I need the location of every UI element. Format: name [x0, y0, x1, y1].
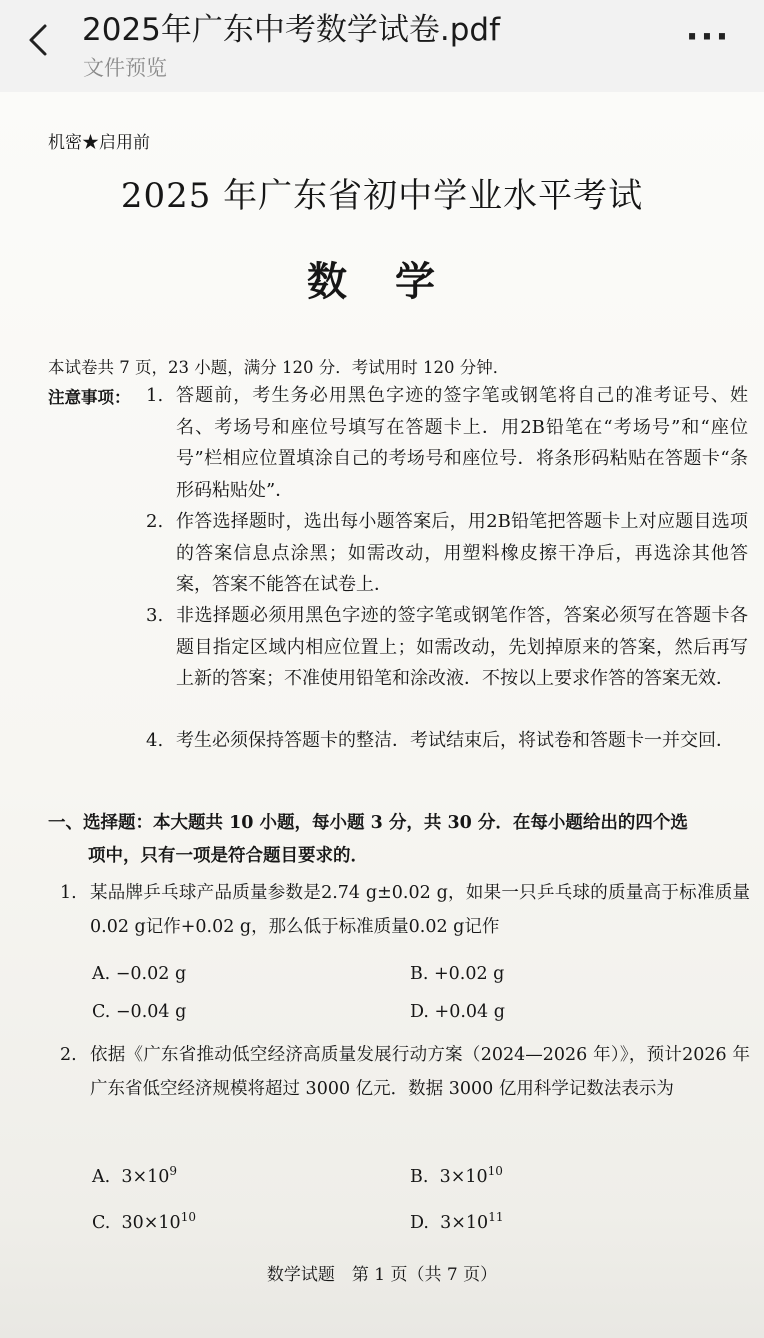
- question-text: 依据《广东省推动低空经济高质量发展行动方案（2024—2026 年）》，预计2026 年广东省低空经济规模将超过 3000 亿元．数据 3000 亿用科学记数法表示为: [90, 1045, 750, 1099]
- q2-option-c: [92, 1210, 196, 1233]
- note-item: [146, 380, 748, 506]
- question-number: 2.: [60, 1045, 77, 1065]
- file-subtitle: 文件预览: [83, 56, 167, 80]
- note-number: 2.: [146, 511, 164, 532]
- notes-label: 注意事项：: [48, 388, 131, 407]
- option-label: B.: [410, 1166, 429, 1187]
- note-item: [146, 506, 748, 601]
- option-label: D.: [410, 1212, 429, 1233]
- note-text: 考生必须保持答题卡的整洁．考试结束后，将试卷和答题卡一并交回．: [176, 730, 734, 751]
- q1-option-a: A. −0.02 g: [92, 964, 187, 984]
- option-exponent: 9: [169, 1164, 178, 1178]
- page-footer: 数学试题 第 1 页（共 7 页）: [266, 1265, 498, 1285]
- q2-option-a: [92, 1164, 177, 1187]
- question-text: 某品牌乒乓球产品质量参数是2.74 g±0.02 g，如果一只乒乓球的质量高于标准质量0.02 g记作+0.02 g，那么低于标准质量0.02 g记作: [90, 883, 750, 937]
- more-options-button[interactable]: ···: [685, 17, 731, 57]
- q2-option-b: [410, 1164, 503, 1187]
- note-item: [146, 600, 748, 695]
- q1-option-b: B. +0.02 g: [410, 964, 505, 984]
- file-title: 2025年广东中考数学试卷.pdf: [82, 12, 501, 48]
- option-base: 3×10: [121, 1166, 170, 1187]
- confidential-mark: 机密★启用前: [48, 133, 150, 153]
- document-page: [0, 92, 764, 1338]
- note-number: 1.: [146, 385, 164, 406]
- q1-option-c: C. −0.04 g: [92, 1002, 187, 1022]
- option-base: 3×10: [440, 1212, 489, 1233]
- note-text: 非选择题必须用黑色字迹的签字笔或钢笔作答，答案必须写在答题卡各题目指定区域内相应位置上；如需改动，先划掉原来的答案，然后再写上新的答案；不准使用铅笔和涂改液．不按以上要求作答的答案无效．: [176, 605, 748, 689]
- note-item: [146, 725, 748, 757]
- q1-option-d: D. +0.04 g: [410, 1002, 505, 1022]
- top-bar: [0, 0, 764, 92]
- note-number: 3.: [146, 605, 164, 626]
- question-2: [60, 1038, 750, 1106]
- subject-title: 数学: [307, 258, 483, 305]
- question-1: [60, 876, 750, 944]
- option-base: 30×10: [121, 1212, 181, 1233]
- section-heading: [48, 807, 748, 873]
- option-exponent: 10: [487, 1164, 503, 1178]
- section-line-1: 一、选择题：本大题共 10 小题，每小题 3 分，共 30 分．在每小题给出的四个选: [48, 813, 688, 833]
- option-base: 3×10: [439, 1166, 488, 1187]
- exam-title: 2025 年广东省初中学业水平考试: [120, 176, 644, 216]
- back-button[interactable]: [20, 20, 60, 60]
- chevron-left-icon: [20, 20, 60, 60]
- question-number: 1.: [60, 883, 77, 903]
- option-label: A.: [92, 1166, 111, 1187]
- exam-info: 本试卷共 7 页，23 小题，满分 120 分．考试用时 120 分钟．: [48, 358, 510, 377]
- q2-option-d: [410, 1210, 503, 1233]
- option-label: C.: [92, 1212, 111, 1233]
- note-text: 答题前，考生务必用黑色字迹的签字笔或钢笔将自己的准考证号、姓名、考场号和座位号填写在答题卡上．用2B铅笔在“考场号”和“座位号”栏相应位置填涂自己的考场号和座位号．将条形码粘贴在答题卡“条形码粘贴处”．: [176, 385, 748, 501]
- note-number: 4.: [146, 730, 164, 751]
- note-text: 作答选择题时，选出每小题答案后，用2B铅笔把答题卡上对应题目选项的答案信息点涂黑；如需改动，用塑料橡皮擦干净后，再选涂其他答案，答案不能答在试卷上．: [176, 511, 748, 595]
- section-line-2: 项中，只有一项是符合题目要求的．: [88, 846, 368, 866]
- option-exponent: 11: [488, 1210, 504, 1224]
- option-exponent: 10: [180, 1210, 196, 1224]
